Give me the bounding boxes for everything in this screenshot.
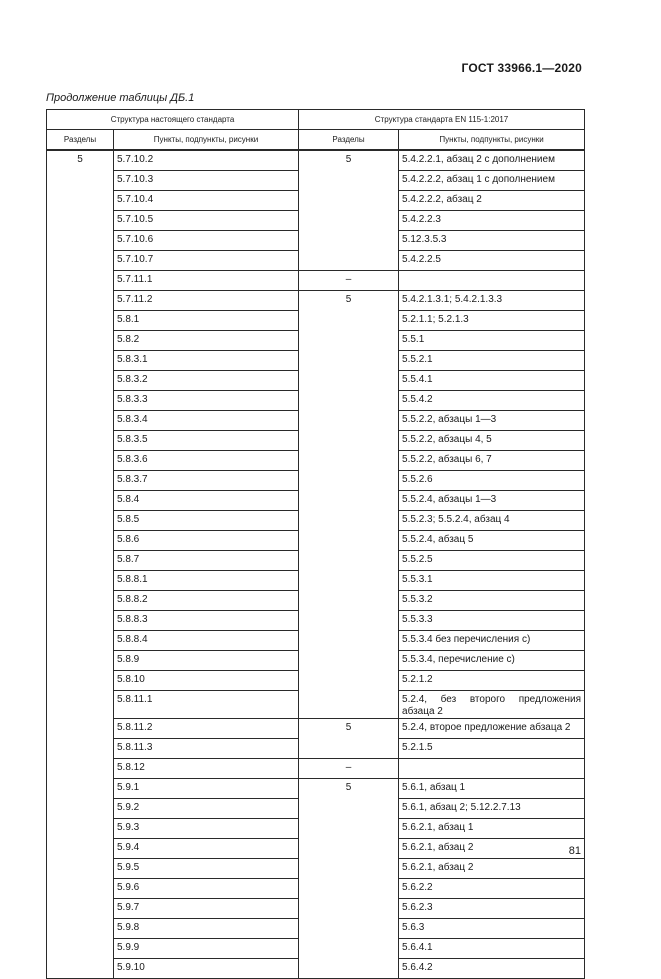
clause-cell: 5.8.3.5 [114, 431, 299, 451]
clause-cell: 5.8.3.7 [114, 471, 299, 491]
clause-cell: 5.8.11.2 [114, 719, 299, 739]
clause-cell: 5.4.2.2.2, абзац 2 [399, 191, 585, 211]
group-header-row [47, 110, 585, 130]
clause-cell: 5.5.2.2, абзацы 4, 5 [399, 431, 585, 451]
table-row [47, 779, 585, 799]
col-header-clauses-current: Пункты, подпункты, рисунки [114, 130, 299, 151]
clause-cell: 5.8.1 [114, 311, 299, 331]
clause-cell: 5.9.7 [114, 899, 299, 919]
section-cell: – [299, 759, 399, 779]
clause-cell: 5.7.10.4 [114, 191, 299, 211]
section-cell: 5 [299, 150, 399, 271]
clause-cell [399, 759, 585, 779]
clause-cell: 5.8.3.1 [114, 351, 299, 371]
clause-cell: 5.9.1 [114, 779, 299, 799]
clause-cell: 5.7.10.5 [114, 211, 299, 231]
clause-cell: 5.9.9 [114, 939, 299, 959]
clause-cell: 5.7.10.2 [114, 150, 299, 171]
clause-cell: 5.5.2.6 [399, 471, 585, 491]
clause-cell: 5.5.2.4, абзацы 1—3 [399, 491, 585, 511]
clause-cell: 5.5.4.2 [399, 391, 585, 411]
table-row [47, 759, 585, 779]
table-row [47, 150, 585, 171]
clause-cell: 5.9.2 [114, 799, 299, 819]
clause-cell: 5.5.2.4, абзац 5 [399, 531, 585, 551]
clause-cell: 5.5.3.2 [399, 591, 585, 611]
clause-cell [399, 271, 585, 291]
clause-cell: 5.2.1.5 [399, 739, 585, 759]
clause-cell: 5.7.10.7 [114, 251, 299, 271]
clause-cell: 5.6.2.1, абзац 2 [399, 839, 585, 859]
clause-cell: 5.8.8.3 [114, 611, 299, 631]
clause-cell: 5.8.8.1 [114, 571, 299, 591]
clause-cell: 5.9.5 [114, 859, 299, 879]
clause-cell: 5.5.2.2, абзацы 6, 7 [399, 451, 585, 471]
clause-cell: 5.5.1 [399, 331, 585, 351]
table-row [47, 271, 585, 291]
table-caption: Продолжение таблицы ДБ.1 [46, 92, 195, 104]
clause-cell: 5.5.3.1 [399, 571, 585, 591]
clause-cell: 5.4.2.2.5 [399, 251, 585, 271]
clause-cell: 5.8.3.3 [114, 391, 299, 411]
column-header-row [47, 130, 585, 151]
table-row [47, 719, 585, 739]
clause-cell: 5.8.10 [114, 671, 299, 691]
clause-cell: 5.6.3 [399, 919, 585, 939]
clause-cell: 5.5.3.3 [399, 611, 585, 631]
clause-cell: 5.4.2.2.2, абзац 1 с дополнением [399, 171, 585, 191]
clause-cell: 5.6.2.2 [399, 879, 585, 899]
group-header-current: Структура настоящего стандарта [47, 110, 299, 130]
table-row [47, 291, 585, 311]
clause-cell: 5.8.4 [114, 491, 299, 511]
clause-cell: 5.7.11.2 [114, 291, 299, 311]
clause-cell: 5.7.11.1 [114, 271, 299, 291]
clause-cell: 5.8.7 [114, 551, 299, 571]
clause-cell: 5.6.2.3 [399, 899, 585, 919]
clause-cell: 5.8.8.4 [114, 631, 299, 651]
section-cell: 5 [47, 150, 114, 979]
col-header-clauses-en: Пункты, подпункты, рисунки [399, 130, 585, 151]
group-header-en: Структура стандарта EN 115-1:2017 [299, 110, 585, 130]
section-cell: – [299, 271, 399, 291]
clause-cell: 5.4.2.2.1, абзац 2 с дополнением [399, 150, 585, 171]
col-header-sections-current: Разделы [47, 130, 114, 151]
clause-cell: 5.6.2.1, абзац 2 [399, 859, 585, 879]
clause-cell: 5.5.2.1 [399, 351, 585, 371]
clause-cell: 5.5.2.5 [399, 551, 585, 571]
clause-cell: 5.8.6 [114, 531, 299, 551]
page-number: 81 [568, 845, 581, 857]
section-cell: 5 [299, 291, 399, 719]
clause-cell: 5.8.11.3 [114, 739, 299, 759]
col-header-sections-en: Разделы [299, 130, 399, 151]
clause-cell: 5.8.3.2 [114, 371, 299, 391]
clause-cell: 5.9.10 [114, 959, 299, 979]
clause-cell: 5.6.2.1, абзац 1 [399, 819, 585, 839]
clause-cell: 5.2.4, без второго предложения абзаца 2 [399, 691, 585, 719]
clause-cell: 5.8.9 [114, 651, 299, 671]
clause-cell: 5.2.1.1; 5.2.1.3 [399, 311, 585, 331]
clause-cell: 5.4.2.1.3.1; 5.4.2.1.3.3 [399, 291, 585, 311]
clause-cell: 5.5.3.4, перечисление с) [399, 651, 585, 671]
clause-cell: 5.2.1.2 [399, 671, 585, 691]
clause-cell: 5.8.3.4 [114, 411, 299, 431]
clause-cell: 5.8.8.2 [114, 591, 299, 611]
clause-cell: 5.6.1, абзац 1 [399, 779, 585, 799]
clause-cell: 5.8.12 [114, 759, 299, 779]
clause-cell: 5.7.10.6 [114, 231, 299, 251]
correspondence-table [46, 109, 585, 979]
clause-cell: 5.4.2.2.3 [399, 211, 585, 231]
clause-cell: 5.7.10.3 [114, 171, 299, 191]
clause-cell: 5.8.3.6 [114, 451, 299, 471]
clause-cell: 5.5.4.1 [399, 371, 585, 391]
clause-cell: 5.6.1, абзац 2; 5.12.2.7.13 [399, 799, 585, 819]
clause-cell: 5.9.4 [114, 839, 299, 859]
document-code: ГОСТ 33966.1—2020 [461, 61, 582, 75]
clause-cell: 5.8.5 [114, 511, 299, 531]
clause-cell: 5.5.2.3; 5.5.2.4, абзац 4 [399, 511, 585, 531]
clause-cell: 5.9.6 [114, 879, 299, 899]
clause-cell: 5.2.4, второе предложение абзаца 2 [399, 719, 585, 739]
section-cell: 5 [299, 719, 399, 759]
clause-cell: 5.6.4.1 [399, 939, 585, 959]
clause-cell: 5.6.4.2 [399, 959, 585, 979]
clause-cell: 5.9.8 [114, 919, 299, 939]
clause-cell: 5.9.3 [114, 819, 299, 839]
section-cell: 5 [299, 779, 399, 979]
clause-cell: 5.12.3.5.3 [399, 231, 585, 251]
clause-cell: 5.5.2.2, абзацы 1—3 [399, 411, 585, 431]
clause-cell: 5.8.11.1 [114, 691, 299, 719]
clause-cell: 5.8.2 [114, 331, 299, 351]
clause-cell: 5.5.3.4 без перечисления с) [399, 631, 585, 651]
